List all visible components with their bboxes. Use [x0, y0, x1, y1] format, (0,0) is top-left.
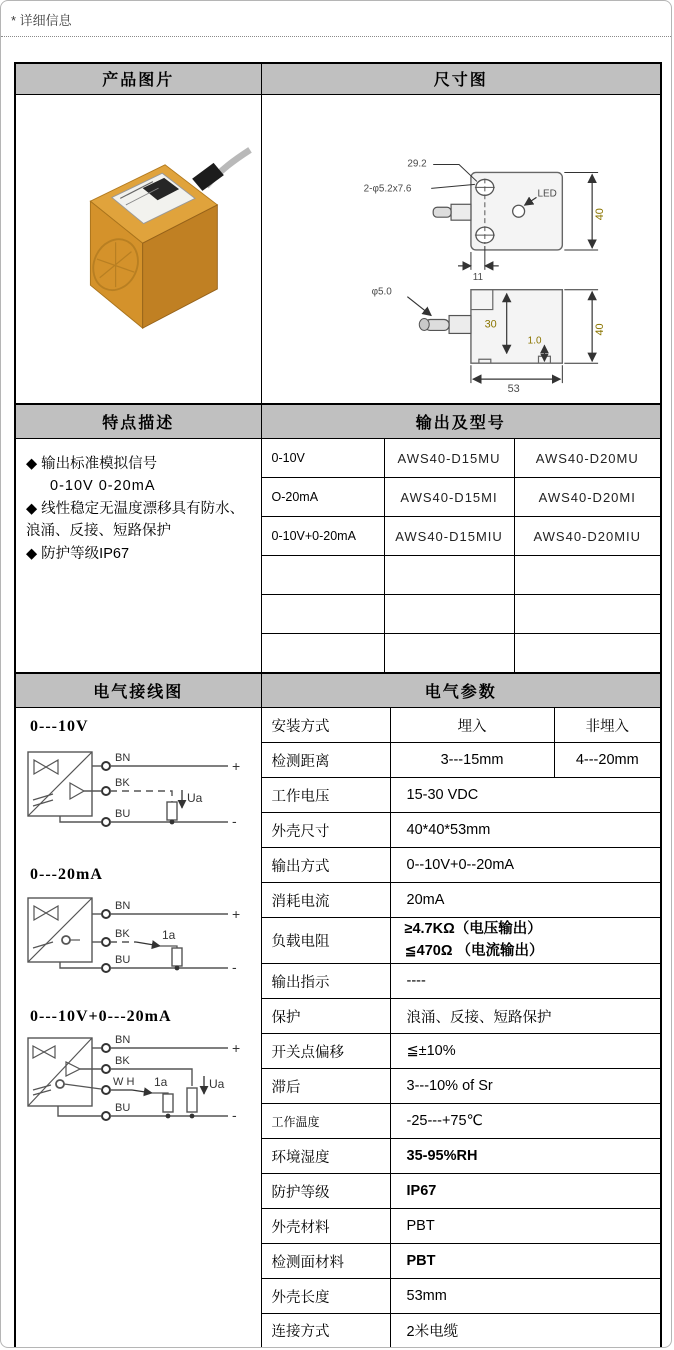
plus-sign: + — [232, 906, 241, 922]
load-resistor-2 — [187, 1088, 197, 1112]
sensor-symbol-icon — [34, 760, 58, 774]
param-label: 开关点偏移 — [261, 1034, 390, 1069]
param-value: 2米电缆 — [390, 1314, 661, 1349]
dim-40-bottom: 40 — [593, 322, 606, 336]
terminal — [102, 910, 110, 918]
output-type-cell: 0-10V — [261, 439, 384, 478]
dim-29-2: 29.2 — [406, 158, 427, 170]
param-label: 负载电阻 — [261, 918, 390, 964]
output-type-cell-empty — [261, 556, 384, 595]
wire-bk — [110, 791, 172, 802]
param-value: 埋入 — [390, 708, 554, 743]
feature-line: 0-10V 0-20mA — [50, 478, 156, 495]
junction-dot — [166, 1114, 171, 1119]
param-label: 工作温度 — [261, 1104, 390, 1139]
product-photo-image — [23, 106, 253, 386]
junction-dot — [170, 820, 175, 825]
connector-tip — [419, 318, 429, 330]
header-wiring: 电气接线图 — [15, 673, 261, 708]
wire-label-bu: BU — [115, 954, 131, 966]
led-label: LED — [536, 187, 557, 199]
model-cell-empty — [384, 595, 514, 634]
param-label: 安装方式 — [261, 708, 390, 743]
model-cell-empty — [514, 595, 661, 634]
model-cell-empty — [384, 634, 514, 673]
param-value-2: 非埋入 — [554, 708, 661, 743]
connector-body — [449, 315, 471, 333]
model-cell: AWS40-D15MIU — [384, 517, 514, 556]
param-value — [390, 918, 661, 964]
wiring-title-1: 0---10V — [30, 718, 89, 735]
terminal — [102, 787, 110, 795]
stub — [58, 1106, 101, 1116]
model-cell: AWS40-D15MU — [384, 439, 514, 478]
load-resistor — [167, 802, 177, 820]
wiring-diagram-1 — [20, 738, 255, 856]
wire-label-bn: BN — [115, 752, 131, 764]
load-label-ua: Ua — [209, 1077, 225, 1091]
feature-line: ◆ 线性稳定无温度漂移具有防水、浪涌、反接、短路保护 — [26, 500, 245, 540]
spec-tables — [14, 62, 671, 1348]
terminal — [102, 1065, 110, 1073]
connector-shaft — [433, 207, 451, 217]
terminal — [102, 1112, 110, 1120]
param-label: 外壳尺寸 — [261, 813, 390, 848]
load-label: Ua — [187, 791, 203, 805]
output-type-cell: O-20mA — [261, 478, 384, 517]
dim-53: 53 — [507, 382, 520, 395]
output-type-cell: 0-10V+0-20mA — [261, 517, 384, 556]
param-value: 53mm — [390, 1279, 661, 1314]
wire-label-bk: BK — [115, 777, 130, 789]
product-image-table — [14, 62, 662, 405]
output-type-cell-empty — [261, 634, 384, 673]
dim-1-0: 1.0 — [527, 334, 541, 346]
param-value: PBT — [390, 1244, 661, 1279]
output-models-table — [14, 403, 662, 674]
param-label: 检测距离 — [261, 743, 390, 778]
sensor-symbol-icon — [33, 1046, 55, 1058]
plus-sign: + — [232, 1040, 241, 1056]
feature-line: ◆ 输出标准模拟信号 — [26, 456, 158, 472]
param-label: 输出指示 — [261, 964, 390, 999]
terminal — [102, 1086, 110, 1094]
load-label-1a: 1a — [154, 1075, 168, 1089]
load-resistor — [172, 948, 182, 966]
param-label: 防护等级 — [261, 1174, 390, 1209]
model-cell: AWS40-D15MI — [384, 478, 514, 517]
model-cell: AWS40-D20MIU — [514, 517, 661, 556]
header-parameters: 电气参数 — [261, 673, 661, 708]
param-label: 检测面材料 — [261, 1244, 390, 1279]
param-label: 滞后 — [261, 1069, 390, 1104]
param-label: 消耗电流 — [261, 883, 390, 918]
load-resistance-line2: ≦470Ω （电流输出） — [404, 942, 544, 959]
output-type-cell-empty — [261, 595, 384, 634]
leader-phi5 — [407, 296, 431, 315]
dim-phi5: φ5.0 — [371, 286, 392, 298]
param-value: 35-95%RH — [390, 1139, 661, 1174]
param-label: 工作电压 — [261, 778, 390, 813]
param-label: 环境湿度 — [261, 1139, 390, 1174]
param-value: PBT — [390, 1209, 661, 1244]
product-photo-cell — [15, 94, 261, 404]
wiring-diagram-2 — [20, 886, 255, 998]
minus-sign: - — [232, 959, 237, 975]
stub — [64, 1084, 101, 1089]
wiring-diagram-3 — [20, 1028, 255, 1143]
load-label: 1a — [162, 928, 176, 942]
param-value: IP67 — [390, 1174, 661, 1209]
junction-dot — [175, 966, 180, 971]
divider — [1, 36, 671, 37]
sensor-symbol-icon — [34, 906, 58, 920]
minus-sign: - — [232, 1107, 237, 1123]
header-dimension: 尺寸图 — [261, 63, 661, 94]
model-cell-empty — [514, 634, 661, 673]
header-product-image: 产品图片 — [15, 63, 261, 94]
param-value: 0--10V+0--20mA — [390, 848, 661, 883]
terminal — [102, 1044, 110, 1052]
param-value: ---- — [390, 964, 661, 999]
wave-icon — [33, 1085, 51, 1095]
dim-holes: 2-φ5.2x7.6 — [363, 182, 411, 194]
terminal — [102, 818, 110, 826]
param-value: 15-30 VDC — [390, 778, 661, 813]
terminal — [102, 762, 110, 770]
wire-label-bk: BK — [115, 1055, 130, 1067]
wire-label-wh: W H — [113, 1076, 135, 1088]
leader-holes — [431, 184, 475, 188]
connector-body — [451, 204, 471, 220]
wiring-diagrams-cell — [15, 708, 261, 1349]
param-label: 输出方式 — [261, 848, 390, 883]
junction-dot — [190, 1114, 195, 1119]
current-arrow — [132, 1090, 152, 1093]
page-title: * 详细信息 — [11, 13, 72, 28]
wire-label-bn: BN — [115, 1034, 131, 1046]
minus-sign: - — [232, 813, 237, 829]
param-value: -25---+75℃ — [390, 1104, 661, 1139]
param-value: 3---15mm — [390, 743, 554, 778]
current-arrow — [136, 942, 160, 946]
load-resistance-line1: ≥4.7KΩ（电压输出） — [404, 920, 542, 937]
wire-label-bu: BU — [115, 1102, 131, 1114]
param-label: 外壳材料 — [261, 1209, 390, 1244]
feature-line: ◆ 防护等级IP67 — [26, 545, 130, 562]
wire-label-bn: BN — [115, 900, 131, 912]
plus-sign: + — [232, 758, 241, 774]
dim-11: 11 — [472, 271, 483, 283]
terminal — [102, 964, 110, 972]
wiring-title-3: 0---10V+0---20mA — [30, 1008, 172, 1025]
load-resistor-1 — [163, 1094, 173, 1112]
param-label: 连接方式 — [261, 1314, 390, 1349]
param-value: 40*40*53mm — [390, 813, 661, 848]
dimension-drawing-cell — [261, 94, 661, 404]
param-label: 保护 — [261, 999, 390, 1034]
wire-label-bk: BK — [115, 928, 130, 940]
inner-terminal — [62, 936, 70, 944]
terminal — [102, 938, 110, 946]
wave-icon — [33, 794, 53, 806]
param-value-2: 4---20mm — [554, 743, 661, 778]
model-cell: AWS40-D20MI — [514, 478, 661, 517]
dimension-drawing — [262, 95, 660, 398]
dim-40-top: 40 — [593, 207, 606, 220]
param-value: 20mA — [390, 883, 661, 918]
stub — [60, 816, 101, 822]
features-cell — [15, 439, 261, 673]
model-cell: AWS40-D20MU — [514, 439, 661, 478]
stub — [60, 962, 101, 968]
param-value: 3---10% of Sr — [390, 1069, 661, 1104]
header-output-models: 输出及型号 — [261, 404, 661, 439]
cable-gland — [192, 163, 224, 191]
param-value: 浪涌、反接、短路保护 — [390, 999, 661, 1034]
model-cell-empty — [384, 556, 514, 595]
wire-label-bu: BU — [115, 808, 131, 820]
header-features: 特点描述 — [15, 404, 261, 439]
wiring-title-2: 0---20mA — [30, 866, 103, 883]
led-hole — [512, 205, 524, 217]
parameters-table — [14, 672, 662, 1349]
amplifier-icon — [70, 783, 84, 799]
param-label: 外壳长度 — [261, 1279, 390, 1314]
param-value: ≦±10% — [390, 1034, 661, 1069]
inner-terminal — [56, 1080, 64, 1088]
model-cell-empty — [514, 556, 661, 595]
dim-30: 30 — [484, 317, 497, 330]
